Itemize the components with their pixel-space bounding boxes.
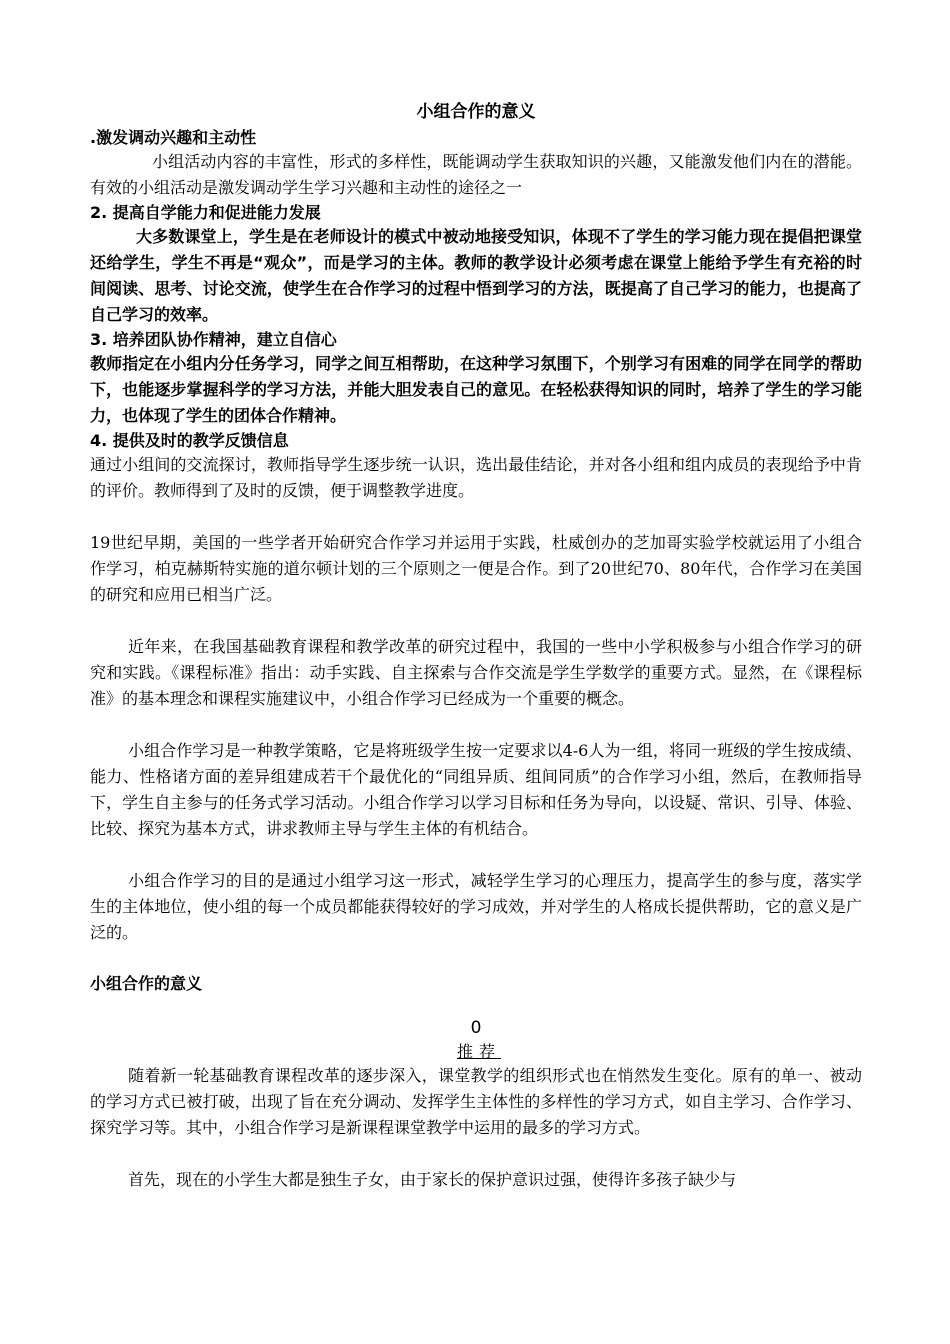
section-heading-3: 3. 培养团队协作精神，建立自信心 xyxy=(90,330,337,349)
recommend-label xyxy=(90,1041,862,1063)
section-heading-2: 2. 提高自学能力和促进能力发展 xyxy=(90,203,321,222)
paragraph-2: 大多数课堂上，学生是在老师设计的模式中被动地接受知识，体现不了学生的学习能力现在提倡把课堂还给学生，学生不再是“观众”，而是学习的主体。教师的教学设计必须考虑在课堂上能给予学生有充裕的时间阅读、思考、讨论交流，使学生在合作学习的过程中悟到学习的方法，既提高了自己学习的能力，也提高了自己学习的效率。 xyxy=(90,227,862,324)
section-heading-5: 小组合作的意义 xyxy=(90,974,203,993)
paragraph-5: 19世纪早期，美国的一些学者开始研究合作学习并运用于实践，杜威创办的芝加哥实验学校就运用了小组合作学习，柏克赫斯特实施的道尔顿计划的三个原则之一便是合作。到了20世纪70、80年代，合作学习在美国的研究和应用已相当广泛。 xyxy=(90,533,862,604)
paragraph-1: 小组活动内容的丰富性，形式的多样性，既能调动学生获取知识的兴趣，又能激发他们内在的潜能。有效的小组活动是激发调动学生学习兴趣和主动性的途径之一 xyxy=(90,152,862,197)
paragraph-6: 近年来，在我国基础教育课程和教学改革的研究过程中，我国的一些中小学积极参与小组合作学习的研究和实践。《课程标准》指出：动手实践、自主探索与合作交流是学生学数学的重要方式。显然，在《课程标准》的基本理念和课程实施建议中，小组合作学习已经成为一个重要的概念。 xyxy=(90,637,862,708)
section-heading-1: .激发调动兴趣和主动性 xyxy=(90,128,257,147)
paragraph-8: 小组合作学习的目的是通过小组学习这一形式，减轻学生学习的心理压力，提高学生的参与度，落实学生的主体地位，使小组的每一个成员都能获得较好的学习成效，并对学生的人格成长提供帮助，它的意义是广泛的。 xyxy=(90,871,862,942)
paragraph-7: 小组合作学习是一种教学策略，它是将班级学生按一定要求以4-6人为一组，将同一班级的学生按成绩、能力、性格诸方面的差异组建成若干个最优化的“同组异质、组间同质”的合作学习小组，然后，在教师指导下，学生自主参与的任务式学习活动。小组合作学习以学习目标和任务为导向，以设疑、常识、引导、体验、比较、探究为基本方式，讲求教师主导与学生主体的有机结合。 xyxy=(90,741,862,838)
document-page xyxy=(90,98,862,1193)
page-number: 0 xyxy=(470,1018,482,1038)
section-heading-4: 4. 提供及时的教学反馈信息 xyxy=(90,431,289,450)
paragraph-4: 通过小组间的交流探讨，教师指导学生逐步统一认识，选出最佳结论，并对各小组和组内成员的表现给予中肯的评价。教师得到了及时的反馈，便于调整教学进度。 xyxy=(90,455,862,500)
paragraph-9: 随着新一轮基础教育课程改革的逐步深入，课堂教学的组织形式也在悄然发生变化。原有的单一、被动的学习方式已被打破，出现了旨在充分调动、发挥学生主体性的多样性的学习方式，如自主学习、合作学习、探究学习等。其中，小组合作学习是新课程课堂教学中运用的最多的学习方式。 xyxy=(90,1066,862,1137)
recommend-text: 推荐 xyxy=(456,1042,501,1061)
paragraph-3: 教师指定在小组内分任务学习，同学之间互相帮助，在这种学习氛围下，个别学习有困难的同学在同学的帮助下，也能逐步掌握科学的学习方法，并能大胆发表自己的意见。在轻松获得知识的同时，培养了学生的学习能力，也体现了学生的团体合作精神。 xyxy=(90,354,862,425)
document-title: 小组合作的意义 xyxy=(416,102,536,122)
paragraph-10: 首先，现在的小学生大都是独生子女，由于家长的保护意识过强，使得许多孩子缺少与 xyxy=(128,1170,737,1189)
